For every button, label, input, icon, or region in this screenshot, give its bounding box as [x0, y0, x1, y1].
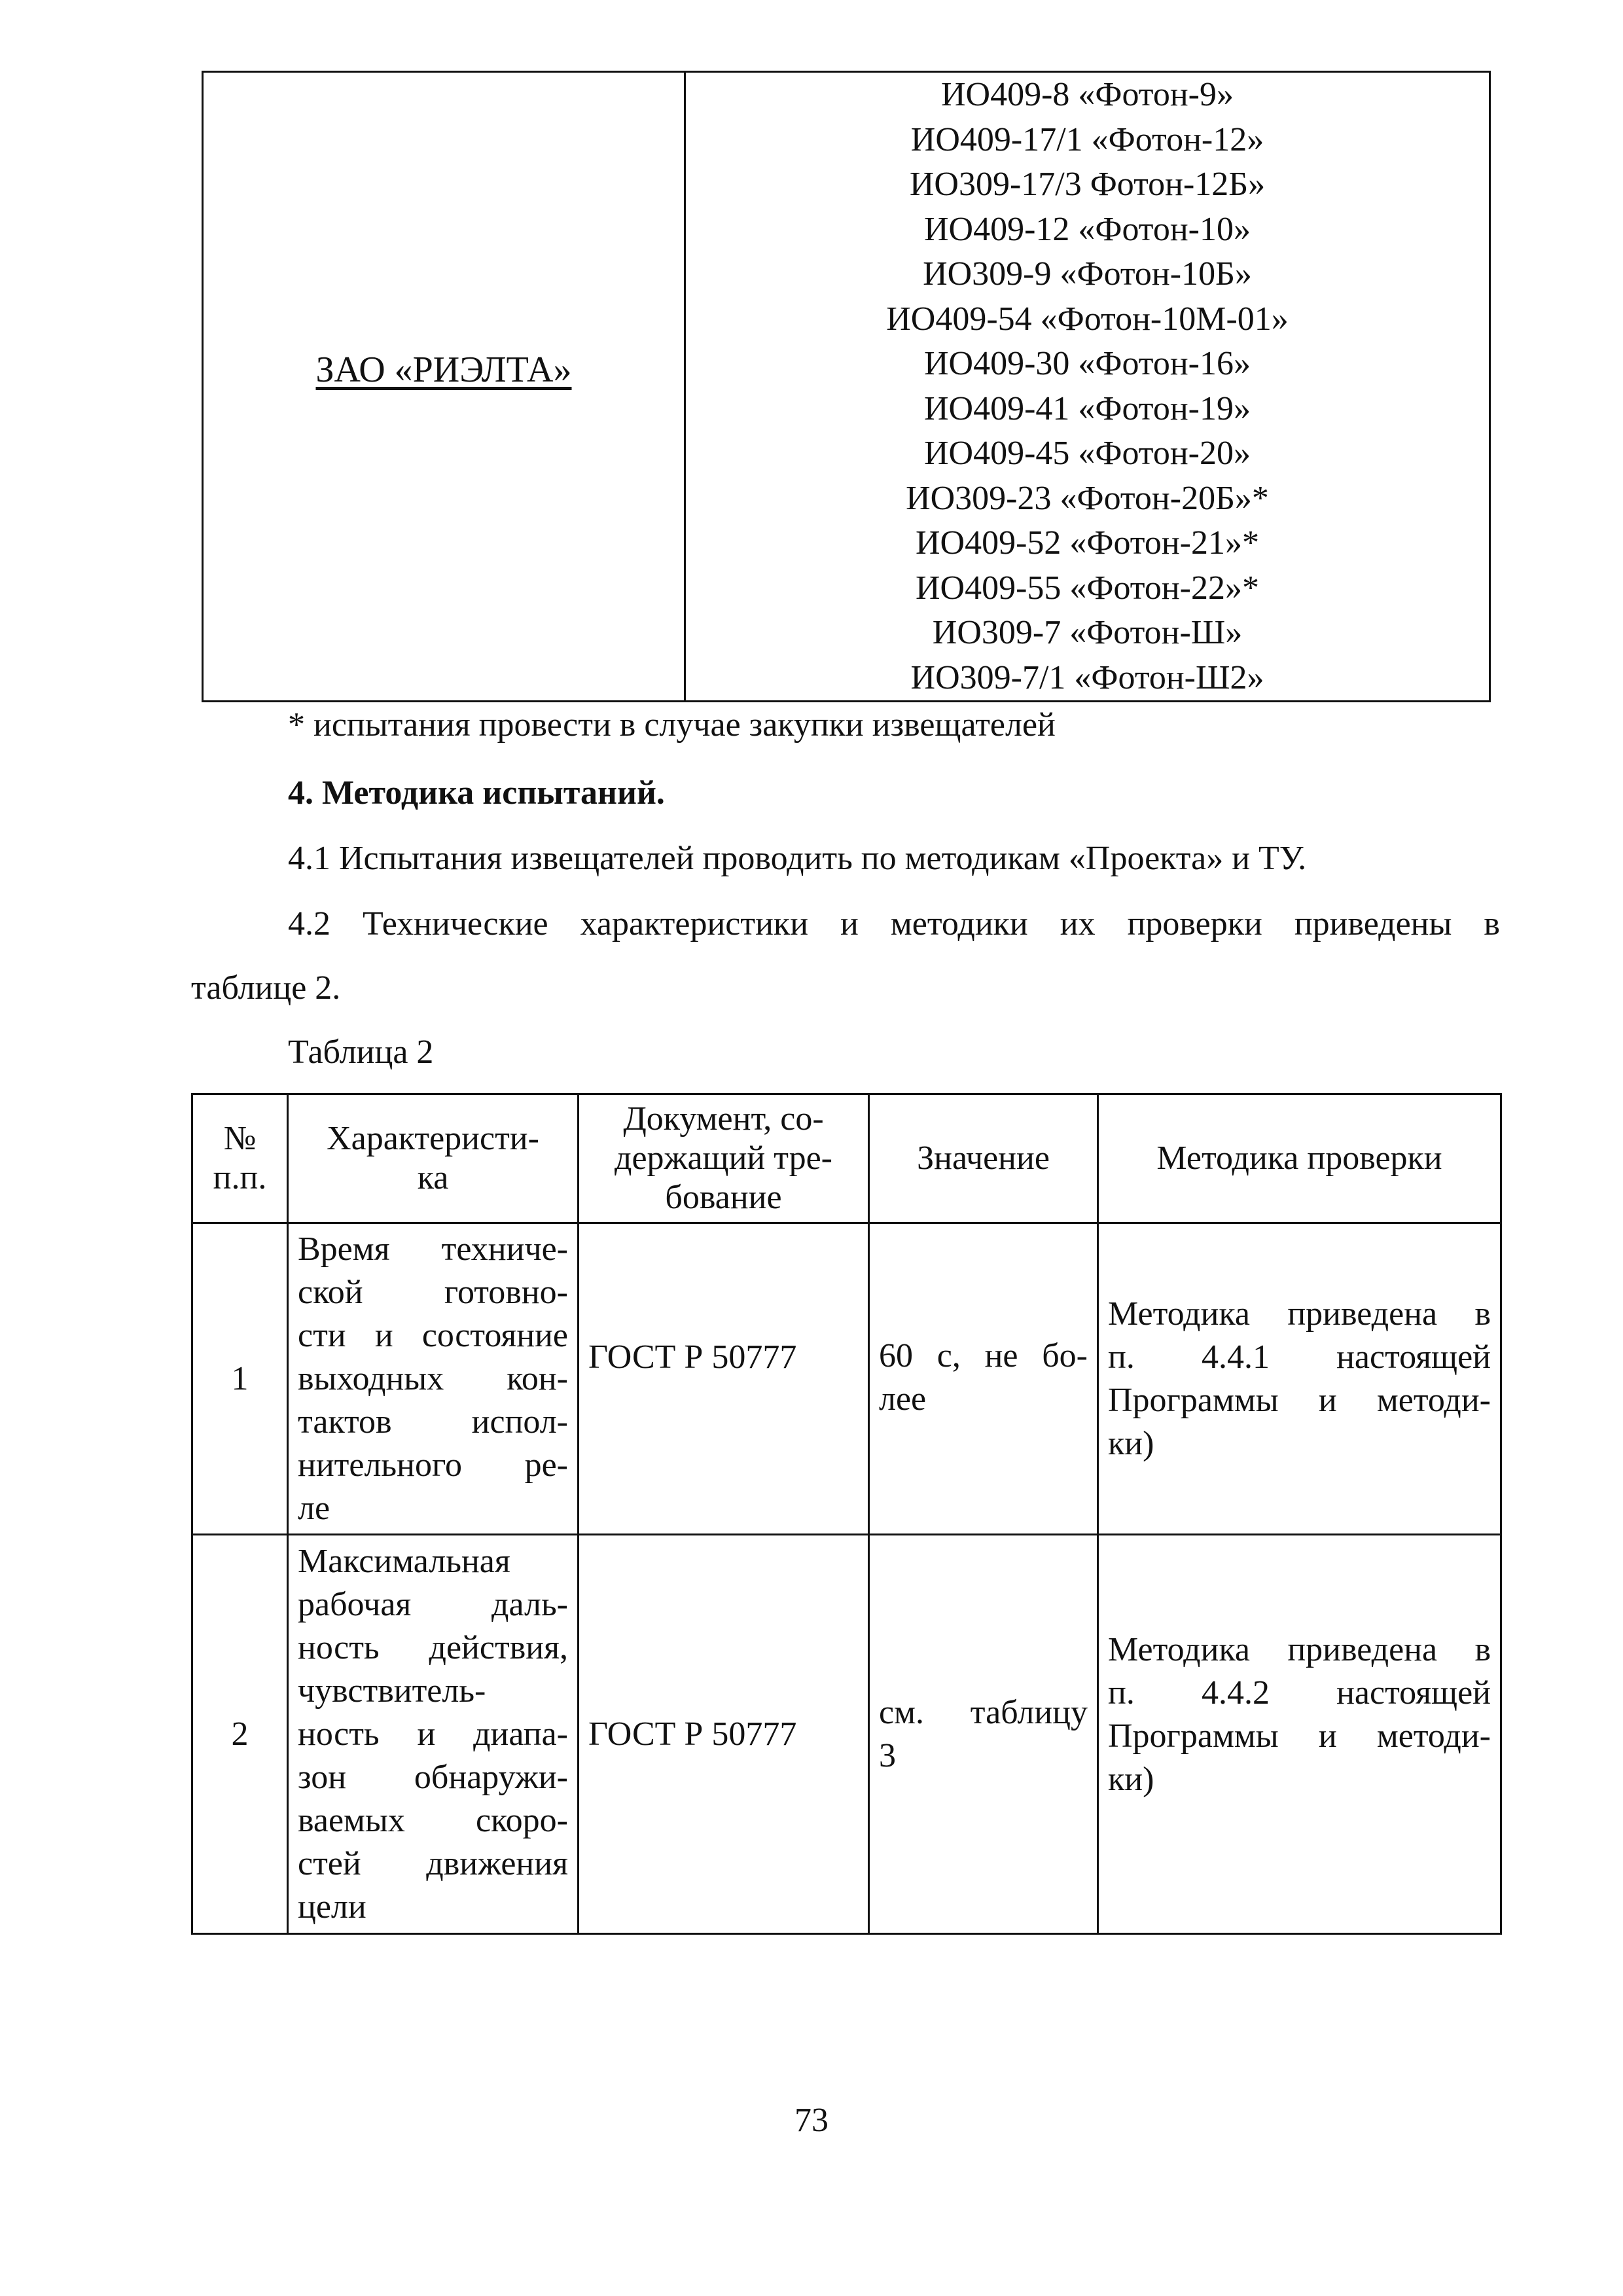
manufacturer-models-table	[202, 71, 1491, 702]
document-text: ГОСТ Р 50777	[588, 1715, 797, 1753]
header-document-line: Документ, со-	[623, 1100, 824, 1138]
text-line: 3	[879, 1736, 896, 1774]
text-line: 60 с, не бо-	[879, 1336, 1088, 1374]
models-list	[686, 73, 1489, 700]
value-text	[879, 1335, 1088, 1421]
text-line: Время техниче-	[298, 1230, 568, 1268]
characteristic-text	[298, 1540, 568, 1929]
models-cell	[685, 72, 1490, 702]
paragraph-4-2-line1: 4.2 Технические характеристики и методики их проверки приведены в	[288, 905, 1500, 942]
page-number: 73	[794, 2102, 829, 2139]
row-value	[869, 1535, 1098, 1934]
table2-caption: Таблица 2	[288, 1033, 434, 1071]
text-line: см. таблицу	[879, 1693, 1088, 1731]
model-item: ИО309-9 «Фотон-10Б»	[923, 255, 1252, 293]
table-row	[192, 1535, 1501, 1934]
row-document	[579, 1223, 869, 1535]
model-item: ИО409-12 «Фотон-10»	[923, 210, 1251, 248]
row-characteristic	[288, 1535, 579, 1934]
footnote: * испытания провести в случае закупки извещателей	[288, 706, 1056, 744]
section-heading: 4. Методика испытаний.	[288, 774, 665, 812]
text-line: ле	[298, 1489, 330, 1527]
row-num: 1	[192, 1223, 288, 1535]
text-line: сти и состояние	[298, 1316, 568, 1354]
row-characteristic	[288, 1223, 579, 1535]
model-item: ИО409-17/1 «Фотон-12»	[910, 120, 1264, 158]
text-line: цели	[298, 1888, 366, 1926]
text-line: Методика приведена в	[1108, 1630, 1491, 1668]
table-header-row	[192, 1094, 1501, 1223]
paragraph-4-1: 4.1 Испытания извещателей проводить по методикам «Проекта» и ТУ.	[288, 840, 1307, 877]
text-line: Программы и методи-	[1108, 1381, 1491, 1419]
row-document	[579, 1535, 869, 1934]
text-line: п. 4.4.2 настоящей	[1108, 1674, 1491, 1712]
model-item: ИО409-55 «Фотон-22»*	[915, 569, 1259, 607]
text-line: лее	[879, 1380, 927, 1418]
text-line: ки)	[1108, 1424, 1154, 1462]
header-method: Методика проверки	[1098, 1094, 1501, 1223]
model-item: ИО309-7 «Фотон-Ш»	[932, 614, 1243, 651]
model-item: ИО309-23 «Фотон-20Б»*	[906, 479, 1269, 517]
model-item: ИО409-45 «Фотон-20»	[923, 435, 1251, 472]
text-line: рабочая даль-	[298, 1585, 568, 1623]
text-line: выходных кон-	[298, 1359, 568, 1397]
model-item: ИО409-8 «Фотон-9»	[940, 76, 1234, 113]
header-document-line: бование	[665, 1179, 782, 1216]
row-value	[869, 1223, 1098, 1535]
text-line: стей движения	[298, 1844, 568, 1882]
header-num-line: №	[223, 1120, 257, 1157]
paragraph-4-2-line2: таблице 2.	[191, 969, 341, 1007]
manufacturer-cell	[203, 72, 685, 702]
text-line: Методика приведена в	[1108, 1295, 1491, 1333]
model-item: ИО409-54 «Фотон-10М-01»	[886, 300, 1289, 338]
header-document-line: держащий тре-	[615, 1139, 832, 1177]
text-line: Максимальная	[298, 1542, 510, 1580]
header-characteristic-line: ка	[417, 1159, 449, 1196]
header-document	[579, 1094, 869, 1223]
value-text	[879, 1691, 1088, 1778]
row-method	[1098, 1223, 1501, 1535]
text-line: ской готовно-	[298, 1273, 568, 1311]
model-item: ИО409-52 «Фотон-21»*	[915, 524, 1259, 562]
method-text	[1108, 1628, 1491, 1801]
text-line: ваемых скоро-	[298, 1801, 568, 1839]
header-characteristic-line: Характеристи-	[327, 1120, 539, 1157]
table-row	[192, 1223, 1501, 1535]
text-line: тактов испол-	[298, 1403, 568, 1441]
characteristics-table	[191, 1093, 1502, 1935]
text-line: ность действия,	[298, 1628, 568, 1666]
document-text: ГОСТ Р 50777	[588, 1338, 797, 1376]
model-item: ИО309-7/1 «Фотон-Ш2»	[910, 658, 1264, 696]
model-item: ИО409-41 «Фотон-19»	[923, 389, 1251, 427]
characteristic-text	[298, 1228, 568, 1530]
text-line: ки)	[1108, 1760, 1154, 1798]
header-value: Значение	[869, 1094, 1098, 1223]
text-line: Программы и методи-	[1108, 1717, 1491, 1755]
text-line: нительного ре-	[298, 1446, 568, 1484]
text-line: зон обнаружи-	[298, 1758, 568, 1796]
text-line: чувствитель-	[298, 1672, 486, 1710]
method-text	[1108, 1293, 1491, 1465]
row-num: 2	[192, 1535, 288, 1934]
text-line: п. 4.4.1 настоящей	[1108, 1338, 1491, 1376]
header-num	[192, 1094, 288, 1223]
model-item: ИО409-30 «Фотон-16»	[923, 345, 1251, 382]
row-method	[1098, 1535, 1501, 1934]
header-characteristic	[288, 1094, 579, 1223]
text-line: ность и диапа-	[298, 1715, 568, 1753]
manufacturer-name: ЗАО «РИЭЛТА»	[315, 349, 572, 390]
header-num-line: п.п.	[213, 1159, 267, 1196]
model-item: ИО309-17/3 Фотон-12Б»	[909, 166, 1266, 203]
